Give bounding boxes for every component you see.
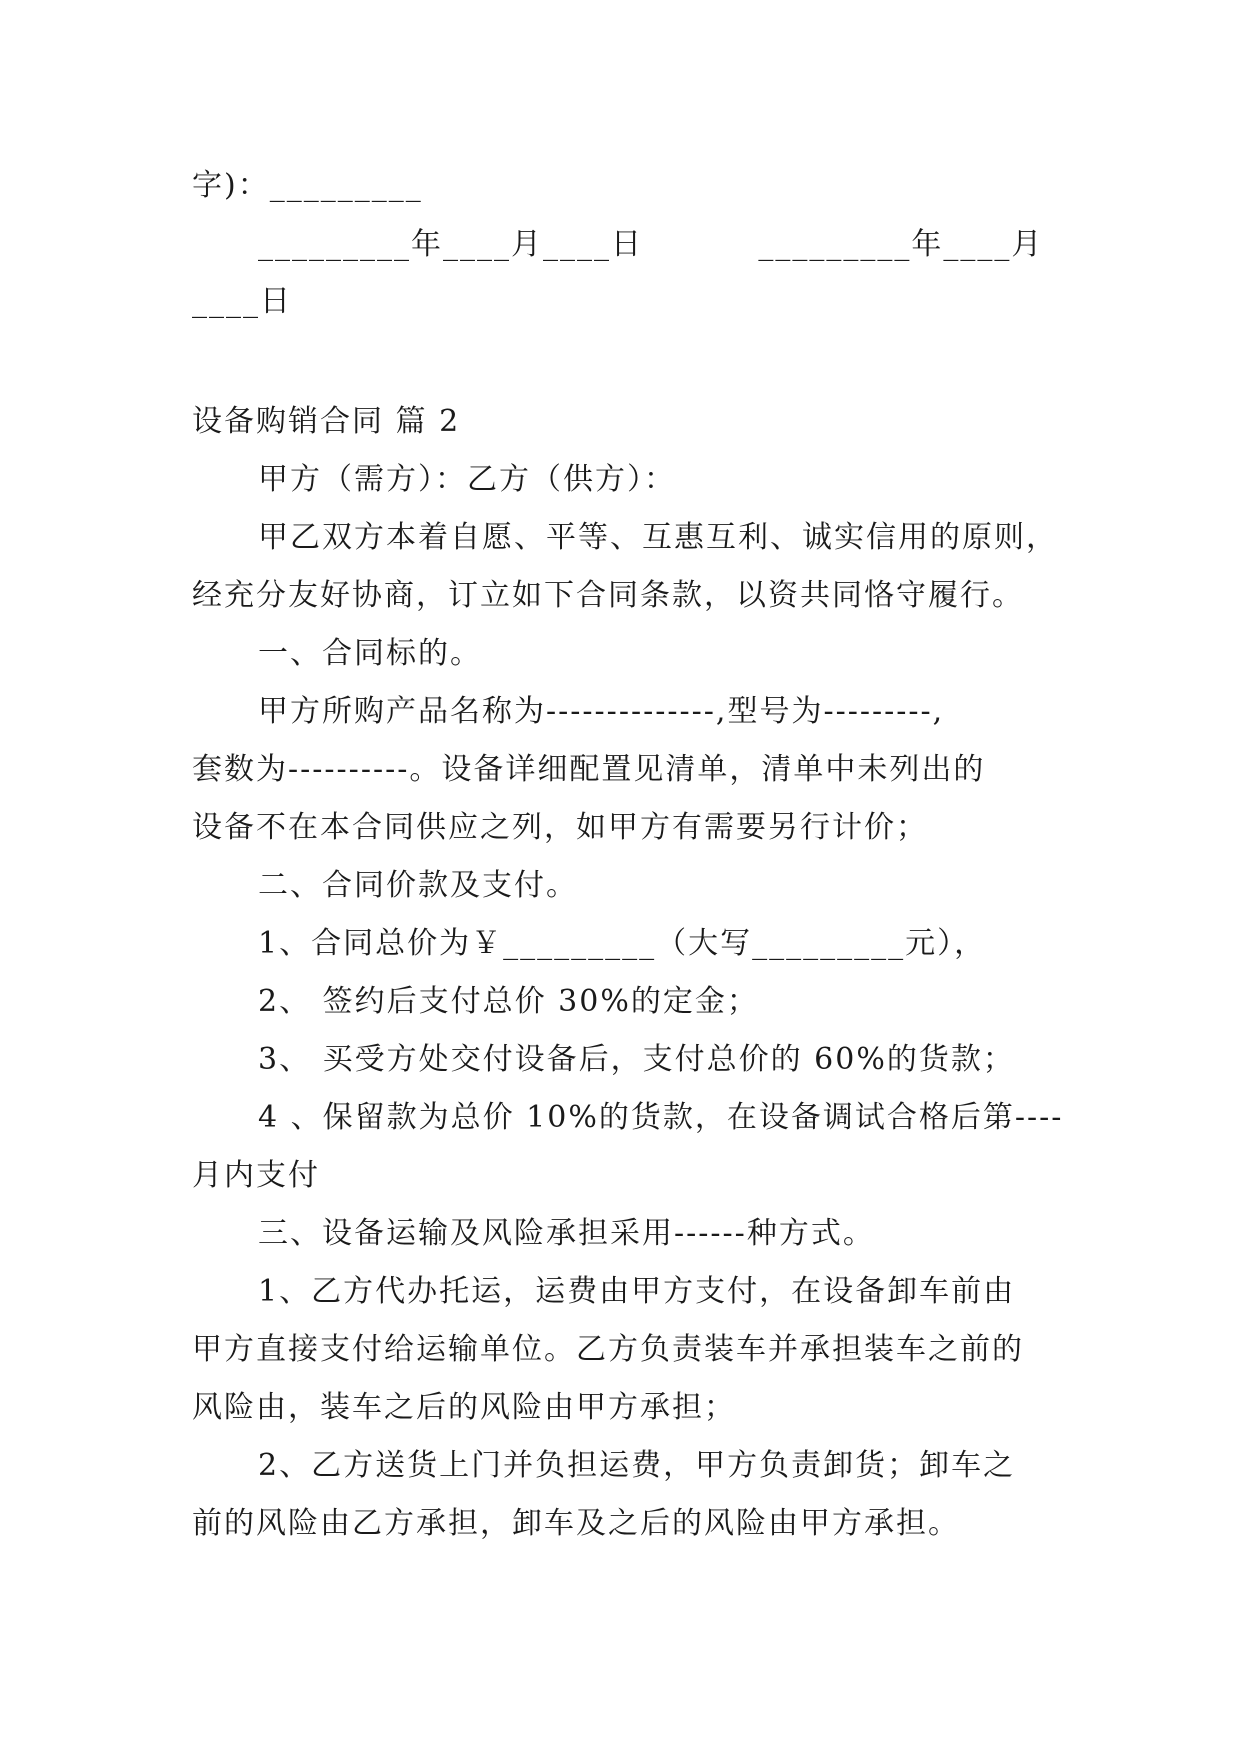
- date-line-continued: ____日: [192, 284, 292, 319]
- intro-paragraph-line-1: 甲乙双方本着自愿、平等、互惠互利、诚实信用的原则，: [258, 520, 1058, 555]
- clause-1-text-line-3: 设备不在本合同供应之列，如甲方有需要另行计价；: [192, 810, 928, 845]
- clause-2-item-1: 1、合同总价为￥_________（大写_________元），: [258, 926, 987, 961]
- parties-line: 甲方（需方）：乙方（供方）：: [258, 462, 676, 497]
- signature-line: 字)：_________: [192, 168, 423, 203]
- clause-1-text-line-2: 套数为----------。设备详细配置见清单，清单中未列出的: [192, 752, 986, 787]
- clause-2-item-4-line-1: 4 、保留款为总价 10%的货款，在设备调试合格后第----: [258, 1100, 1064, 1135]
- clause-3-item-1-line-2: 甲方直接支付给运输单位。乙方负责装车并承担装车之前的: [192, 1332, 1024, 1367]
- clause-2-item-4-line-2: 月内支付: [192, 1158, 320, 1193]
- clause-1-heading: 一、合同标的。: [258, 636, 482, 671]
- clause-3-item-1-line-3: 风险由，装车之后的风险由甲方承担；: [192, 1390, 736, 1425]
- clause-2-item-3: 3、 买受方处交付设备后，支付总价的 60%的货款；: [258, 1042, 1015, 1077]
- clause-2-item-2: 2、 签约后支付总价 30%的定金；: [258, 984, 759, 1019]
- intro-paragraph-line-2: 经充分友好协商，订立如下合同条款，以资共同恪守履行。: [192, 578, 1024, 613]
- clause-3-item-2-line-1: 2、乙方送货上门并负担运费，甲方负责卸货；卸车之: [258, 1448, 1016, 1483]
- section-title: 设备购销合同 篇 2: [192, 404, 461, 439]
- clause-3-item-2-line-2: 前的风险由乙方承担，卸车及之后的风险由甲方承担。: [192, 1506, 960, 1541]
- clause-3-heading: 三、设备运输及风险承担采用------种方式。: [258, 1216, 875, 1251]
- clause-1-text-line-1: 甲方所购产品名称为--------------,型号为---------,: [258, 694, 945, 729]
- date-line: _________年____月____日 _________年____月: [258, 227, 1044, 262]
- clause-2-heading: 二、合同价款及支付。: [258, 868, 578, 903]
- clause-3-item-1-line-1: 1、乙方代办托运，运费由甲方支付，在设备卸车前由: [258, 1274, 1016, 1309]
